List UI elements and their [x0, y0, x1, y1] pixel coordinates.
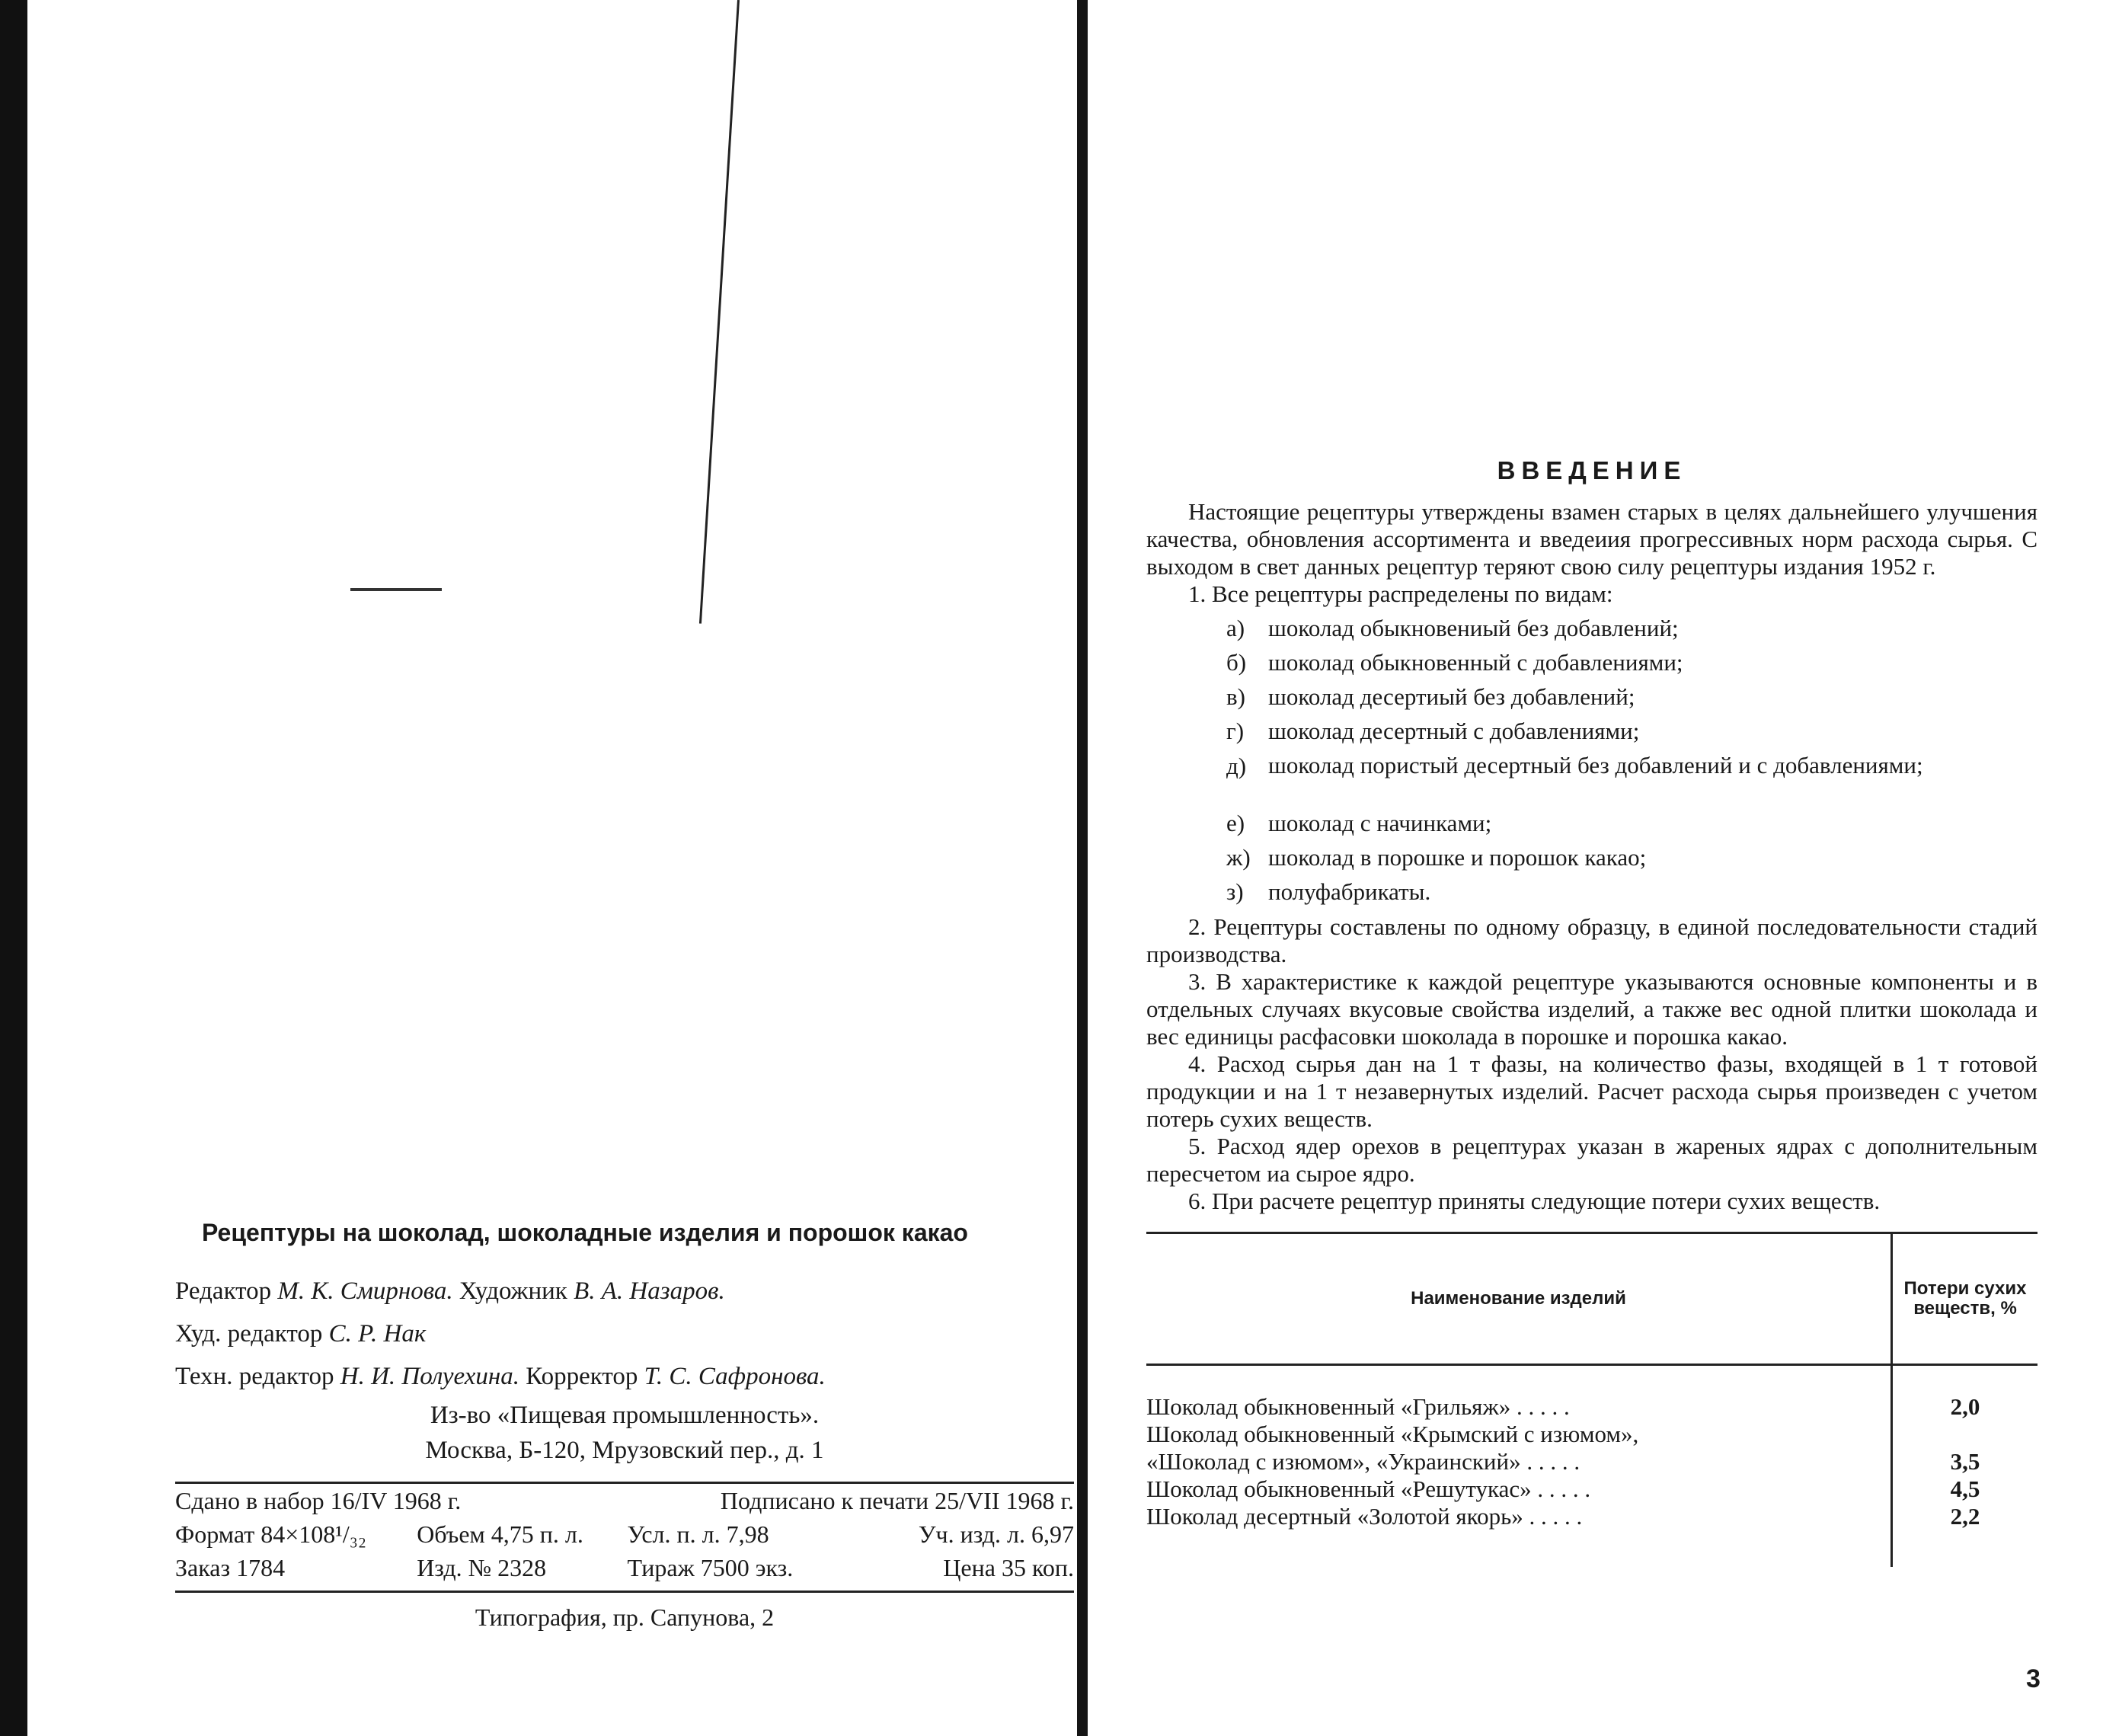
credit-label: Художник [459, 1277, 567, 1305]
point-1: 1. Все рецептуры распределены по видам: [1188, 580, 1613, 607]
print-info-row [175, 1517, 1074, 1551]
table-row-name: Шоколад десертный «Золотой якорь» . . . . . [1146, 1503, 1583, 1530]
list-item [1226, 840, 2038, 874]
list-item [1226, 874, 2038, 909]
print-info-cell: Усл. п. л. 7,98 [627, 1520, 769, 1548]
list-marker: з) [1226, 878, 1244, 905]
table-body [1146, 1366, 2038, 1567]
list-text: шоколад обыкновениый без добавлений; [1268, 614, 1679, 641]
print-info-cell: Заказ 1784 [175, 1553, 286, 1581]
list-marker: б) [1226, 648, 1247, 676]
credit-label: Редактор [175, 1277, 272, 1305]
scan-artifact-mark [350, 588, 442, 591]
print-info-cell: Уч. изд. л. 6,97 [918, 1520, 1074, 1548]
point-3: 3. В характеристике к каждой рецептуре указываются основные компоненты и в отдельных случаях вкусовые свойства изделий, а также вес одной плитки шоколада и вес единицы расфасовки шоколада в порошке и порошка какао. [1146, 968, 2038, 1050]
print-info-cell: Подписано к печати 25/VII 1968 г. [720, 1486, 1074, 1514]
list-text: шоколад обыкновенный с добавлениями; [1268, 648, 1683, 676]
list-marker: а) [1226, 614, 1245, 641]
point-5: 5. Расход ядер орехов в рецептурах указан в жареных ядрах с дополнительным пересчетом иа сырое ядро. [1146, 1133, 2038, 1187]
list-marker: г) [1226, 717, 1245, 744]
list-marker: в) [1226, 683, 1245, 710]
point-4: 4. Расход сырья дан на 1 т фазы, на количество фазы, входящей в 1 т готовой продукции и на 1 т незавернутых изделий. Расчет расхода сырья произведен с учетом потерь сухих веществ. [1146, 1050, 2038, 1132]
credit-name: М. К. Смирнова. [277, 1277, 453, 1305]
publisher-address: Москва, Б-120, Мрузовский пер., д. 1 [425, 1437, 824, 1464]
list-text: шоколад пористый десертный без добавлений и с добавлениями; [1268, 752, 1923, 778]
credits-line-2 [175, 1312, 1074, 1355]
credits-line-3 [175, 1355, 1074, 1398]
credit-name: Т. С. Сафронова. [644, 1363, 826, 1390]
print-info-cell: Изд. № 2328 [417, 1553, 547, 1581]
print-info-cell: Тираж 7500 экз. [627, 1553, 794, 1581]
list-item [1226, 645, 2038, 679]
print-info-cell: Объем 4,75 п. л. [417, 1520, 583, 1548]
table-row-value: 2,0 [1950, 1393, 1980, 1420]
credit-label: Техн. редактор [175, 1363, 334, 1390]
credit-name: Н. И. Полуехина. [340, 1363, 520, 1390]
print-info-cell: Формат 84×108¹/₃₂ [175, 1520, 367, 1548]
print-info-row [175, 1551, 1074, 1584]
list-text: шоколад в порошке и порошок какао; [1268, 843, 1647, 871]
list-text: шоколад с начинками; [1268, 809, 1492, 836]
table-row-name: Шоколад обыкновенный «Крымский с изюмом», [1146, 1421, 1639, 1447]
list-marker: е) [1226, 809, 1245, 836]
print-info-cell: Сдано в набор 16/IV 1968 г. [175, 1486, 462, 1514]
print-info-table [175, 1484, 1074, 1584]
page-number: 3 [2026, 1664, 2041, 1693]
table-row-value: 3,5 [1950, 1448, 1980, 1475]
credits-line-1 [175, 1270, 1074, 1312]
point-2: 2. Рецептуры составлены по одному образцу, в единой последовательности стадий производства. [1146, 913, 2038, 967]
imprint-rule-bottom [175, 1591, 1074, 1593]
table-header [1146, 1234, 2038, 1366]
credit-name: С. Р. Нак [328, 1320, 427, 1348]
category-list [1226, 611, 2038, 909]
losses-table [1146, 1232, 2038, 1567]
credit-label: Корректор [526, 1363, 638, 1390]
list-item [1226, 748, 2038, 806]
list-text: шоколад десертиый без добавлений; [1268, 683, 1635, 710]
intro-paragraph: Настоящие рецептуры утверждены взамен старых в целях дальнейшего улучшения качества, обновления ассортимента и введеиия прогрессивных норм расхода сырья. С выходом в свет данных рецептур теряют свою силу рецептуры издания 1952 г. [1146, 498, 2038, 580]
page-heading: ВВЕДЕНИЕ [1497, 456, 1687, 484]
printing-house: Типография, пр. Сапунова, 2 [475, 1603, 775, 1631]
print-info-row [175, 1484, 1074, 1517]
losses-values-column [1890, 1366, 2038, 1567]
list-item [1226, 714, 2038, 748]
publisher-name: Из-во «Пищевая промышленность». [430, 1402, 820, 1429]
list-item [1226, 806, 2038, 840]
column-header-product: Наименование изделий [1411, 1288, 1626, 1309]
table-row-name: Шоколад обыкновенный «Грильяж» . . . . . [1146, 1393, 1570, 1420]
table-row-value: 2,2 [1950, 1503, 1980, 1530]
list-marker: д) [1226, 753, 1247, 779]
table-row-name: Шоколад обыкновенный «Решутукас» . . . . . [1146, 1475, 1591, 1502]
list-text: полуфабрикаты. [1268, 878, 1431, 905]
table-row-value: 4,5 [1950, 1475, 1980, 1502]
book-title: Рецептуры на шоколад, шоколадные изделия и порошок какао [202, 1219, 968, 1246]
list-text: шоколад десертный с добавлениями; [1268, 717, 1640, 744]
print-info-cell: Цена 35 коп. [943, 1553, 1074, 1581]
product-names-column [1146, 1366, 1890, 1567]
table-row-value [1893, 1421, 2038, 1448]
scan-artifact-line [699, 0, 740, 624]
scan-edge-left [0, 0, 27, 1736]
point-6: 6. При расчете рецептур приняты следующие потери сухих веществ. [1188, 1188, 1881, 1214]
column-header-losses: Потери сухих веществ, % [1890, 1234, 2038, 1364]
introduction-page [1146, 457, 2038, 1567]
table-row-name: «Шоколад с изюмом», «Украинский» . . . . . [1146, 1448, 1580, 1475]
book-gutter [1077, 0, 1088, 1736]
imprint-block [175, 1219, 1074, 1632]
credit-name: В. А. Назаров. [574, 1277, 725, 1305]
list-item [1226, 611, 2038, 645]
list-marker: ж) [1226, 843, 1251, 871]
credit-label: Худ. редактор [175, 1320, 323, 1348]
list-item [1226, 679, 2038, 714]
